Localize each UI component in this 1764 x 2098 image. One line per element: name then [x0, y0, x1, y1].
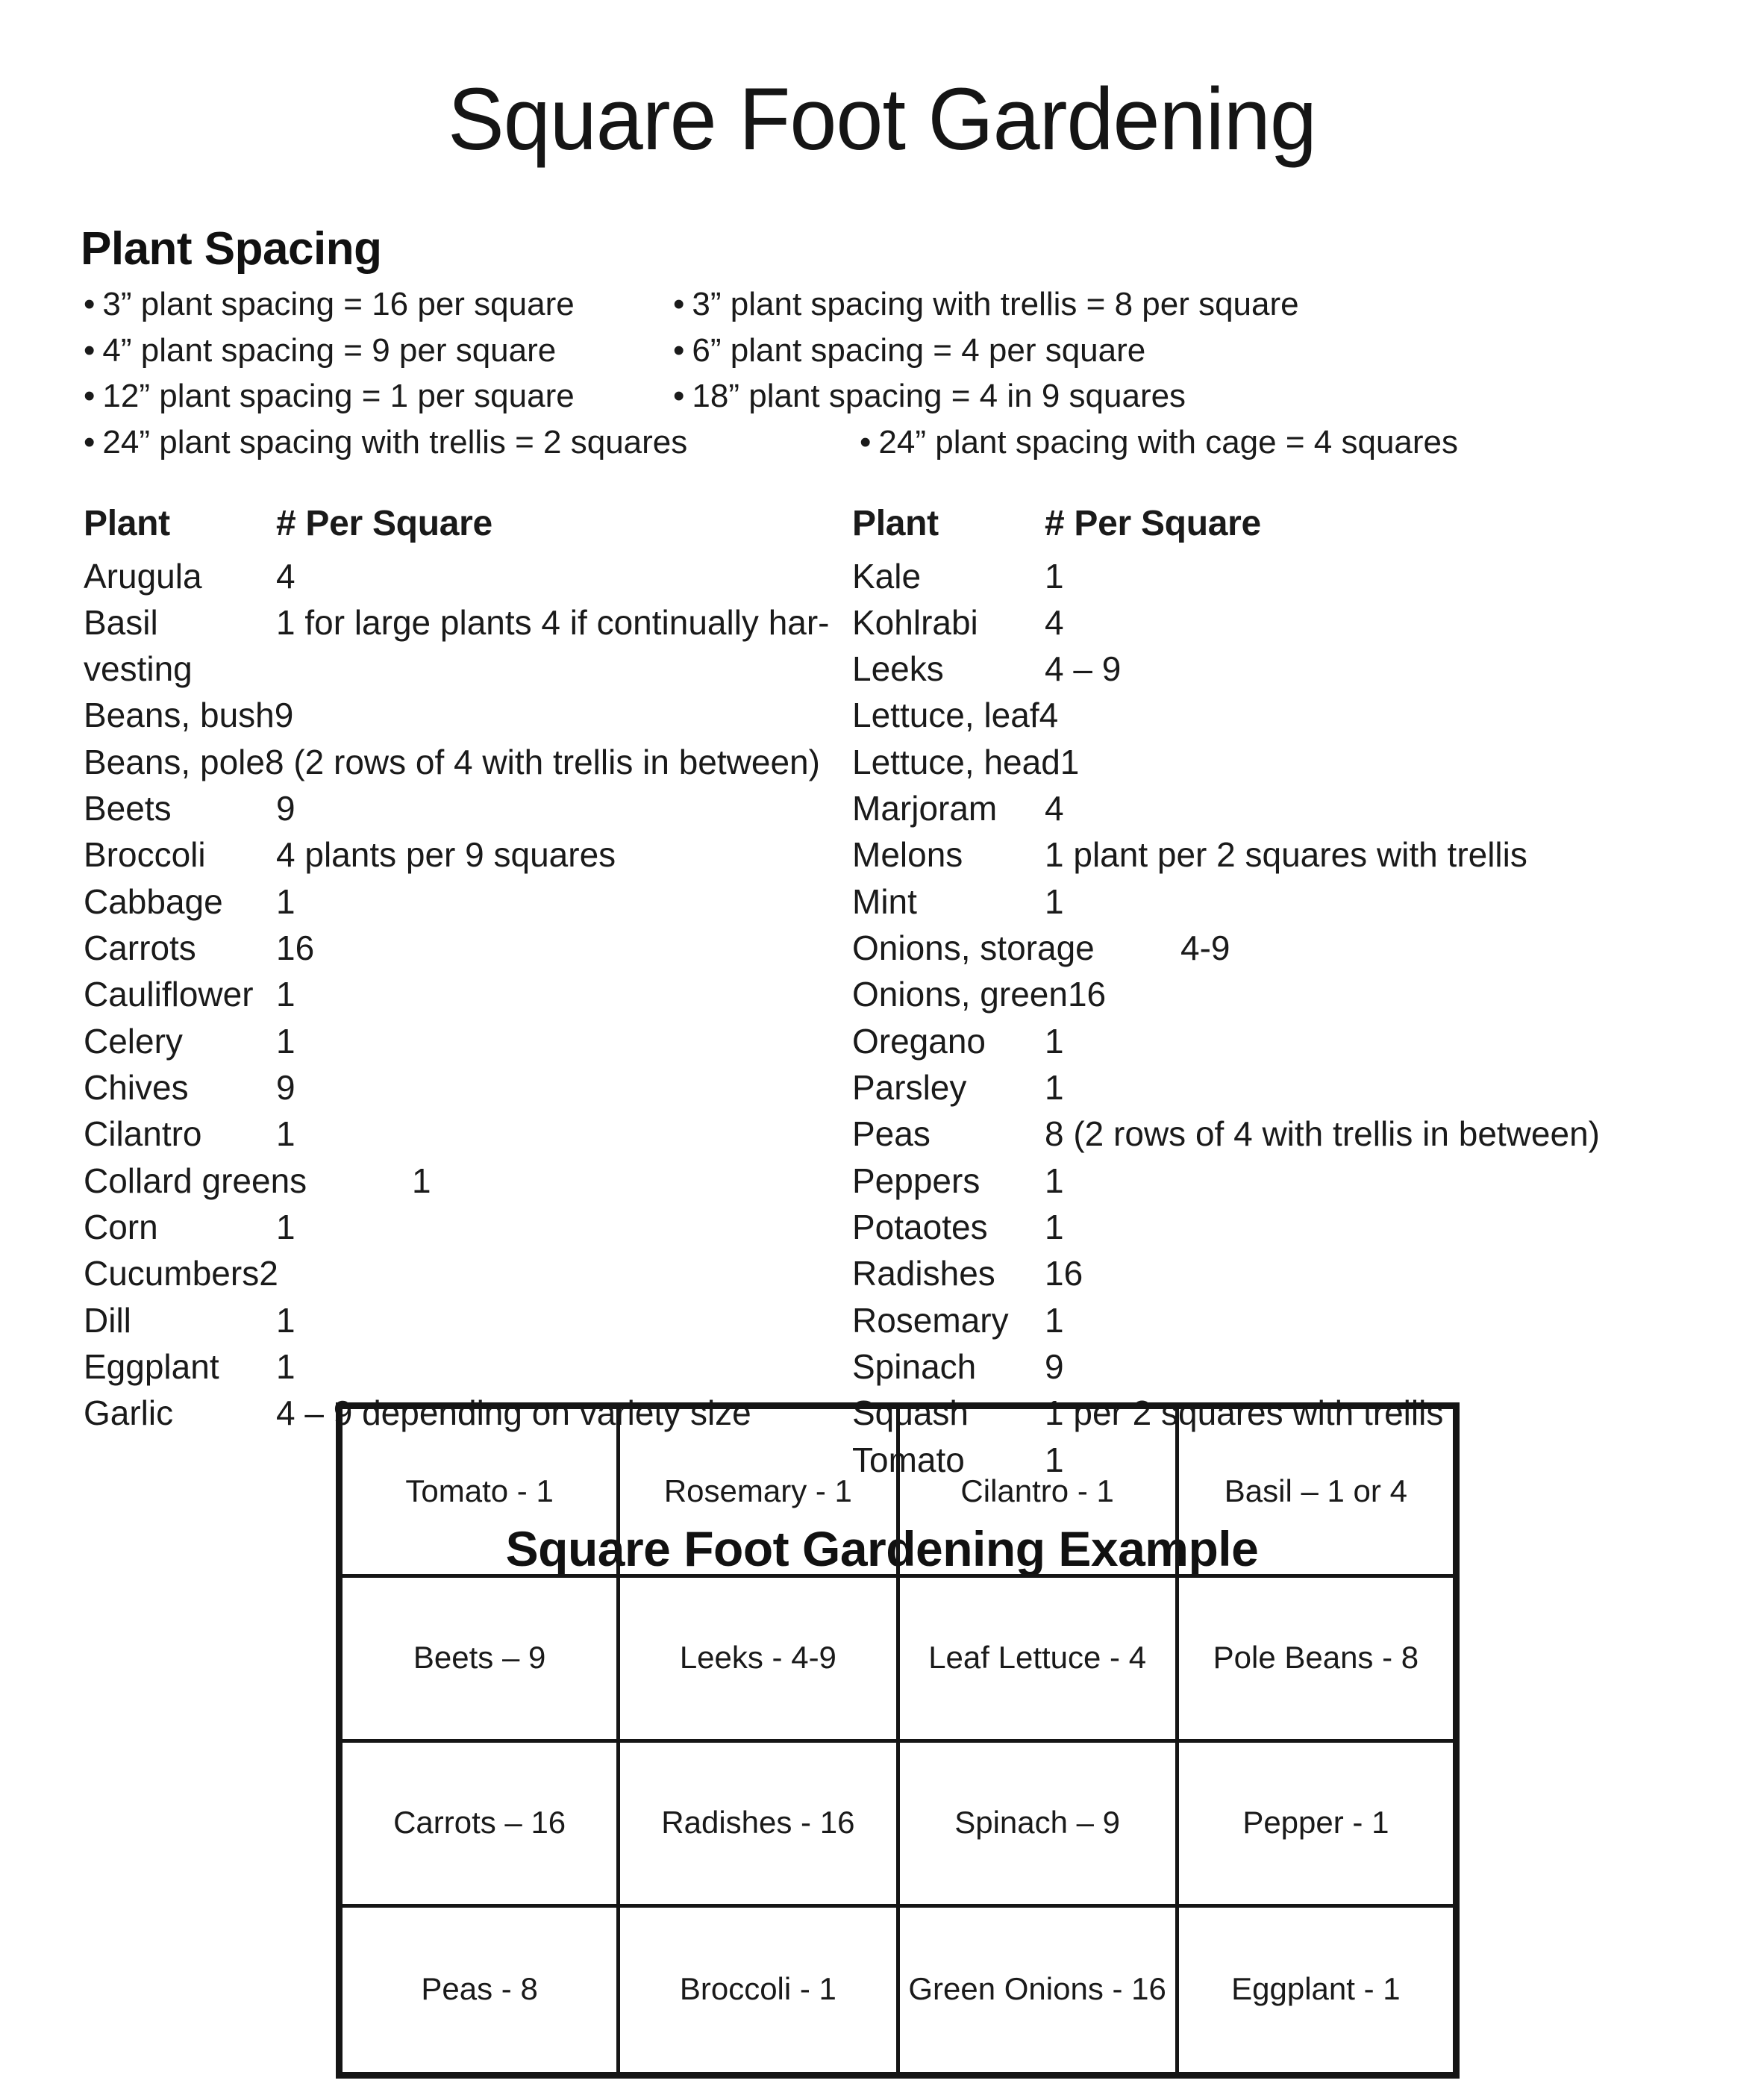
grid-row [340, 1576, 1457, 1740]
plant-tables [84, 499, 1764, 1483]
plant-per-square: 9 [276, 1068, 295, 1108]
plant-per-square: 4 – 9 depending on variety size [276, 1393, 751, 1433]
column-header-per-square: # Per Square [276, 504, 492, 544]
spacing-row [84, 281, 1719, 328]
plant-per-square: 1 [1060, 742, 1080, 781]
plant-per-square: 8 (2 rows of 4 with trellis in between) [264, 742, 820, 781]
column-header-plant: Plant [84, 504, 170, 544]
plant-per-square: 4 [276, 556, 295, 596]
plant-per-square: 9 [274, 696, 294, 735]
table-row [852, 831, 1748, 878]
table-row [84, 692, 852, 738]
bullet-icon: • [673, 331, 685, 369]
plant-table-left [84, 499, 852, 1483]
grid-cell: Leeks - 4-9 [619, 1576, 898, 1740]
table-row [84, 971, 852, 1017]
spacing-item-text: 24” plant spacing with cage = 4 squares [878, 423, 1459, 461]
table-row [852, 646, 1748, 692]
plant-per-square: 1 [276, 1347, 295, 1387]
plant-name: Eggplant [84, 1347, 219, 1387]
plant-per-square: 1 [1045, 1161, 1064, 1200]
plant-name: Beans, pole [84, 742, 265, 781]
plant-name: Carrots [84, 928, 196, 968]
spacing-item-text: 3” plant spacing = 16 per square [102, 286, 575, 323]
plant-name: Parsley [852, 1068, 967, 1108]
plant-name: Peas [852, 1114, 931, 1154]
plant-per-square: 1 [1045, 556, 1064, 596]
table-row [84, 599, 852, 646]
plant-per-square: 9 [276, 789, 295, 828]
table-row [84, 1204, 852, 1250]
spacing-item-text: 18” plant spacing = 4 in 9 squares [692, 378, 1186, 415]
grid-cell: Pole Beans - 8 [1177, 1576, 1456, 1740]
plant-name: Chives [84, 1068, 189, 1108]
spacing-item [673, 373, 1186, 419]
spacing-item [673, 328, 1145, 374]
table-row [84, 1111, 852, 1157]
spacing-item-text: 24” plant spacing with trellis = 2 squares [102, 423, 688, 461]
plant-name: Basil [84, 602, 158, 642]
bullet-icon: • [860, 423, 872, 461]
grid-cell: Spinach – 9 [898, 1740, 1177, 1905]
table-row [852, 739, 1748, 785]
bullet-icon: • [84, 331, 96, 369]
plant-per-square: 4 plants per 9 squares [276, 835, 616, 875]
plant-per-square: 1 [276, 975, 295, 1014]
plant-name: Marjoram [852, 789, 998, 828]
spacing-item [860, 419, 1458, 466]
spacing-item [673, 281, 1299, 328]
table-row [852, 599, 1748, 646]
plant-per-square: 4 [1039, 696, 1059, 735]
table-row [84, 553, 852, 599]
grid-cell: Cilantro - 1 [898, 1406, 1177, 1576]
spacing-item-text: 4” plant spacing = 9 per square [102, 331, 557, 369]
grid-cell: Leaf Lettuce - 4 [898, 1576, 1177, 1740]
table-row [852, 971, 1748, 1017]
plant-name: Spinach [852, 1347, 977, 1387]
bullet-icon: • [673, 378, 685, 415]
spacing-row [84, 328, 1719, 374]
table-row [852, 1297, 1748, 1343]
table-row [852, 878, 1748, 925]
example-heading: Square Foot Gardening Example [505, 1521, 1259, 1577]
table-row [84, 785, 852, 831]
plant-per-square: 1 plant per 2 squares with trellis [1045, 835, 1527, 875]
plant-name: Squash [852, 1393, 969, 1433]
plant-name: Cilantro [84, 1114, 202, 1154]
plant-name: Tomato [852, 1440, 965, 1479]
spacing-item [84, 373, 673, 419]
grid-row [340, 1905, 1457, 2076]
table-row [852, 1343, 1748, 1390]
square-foot-grid [336, 1402, 1460, 2079]
table-row [84, 739, 852, 785]
plant-name: Leeks [852, 649, 944, 689]
plant-per-square: 1 [1045, 1208, 1064, 1247]
bullet-icon: • [84, 423, 96, 461]
plant-per-square: 4-9 [1180, 928, 1230, 968]
plant-per-square: 4 – 9 [1045, 649, 1122, 689]
plant-per-square: 1 for large plants 4 if continually har- [276, 602, 830, 642]
plant-name: Oregano [852, 1021, 986, 1061]
plant-per-square: 1 [276, 1021, 295, 1061]
bullet-icon: • [84, 378, 96, 415]
plant-name: Lettuce, head [852, 742, 1060, 781]
table-row [852, 1111, 1748, 1157]
plant-name: Mint [852, 881, 917, 921]
plant-name: Broccoli [84, 835, 206, 875]
plant-name: Radishes [852, 1254, 995, 1293]
plant-per-square: 1 [1045, 1068, 1064, 1108]
column-header-plant: Plant [852, 504, 939, 544]
table-row [84, 1064, 852, 1111]
plant-name: Rosemary [852, 1300, 1009, 1340]
grid-cell: Peas - 8 [340, 1905, 619, 2076]
plant-name: Onions, storage [852, 928, 1095, 968]
table-row [852, 925, 1748, 971]
plant-name: Lettuce, leaf [852, 696, 1039, 735]
plant-spacing-heading: Plant Spacing [81, 223, 382, 275]
plant-per-square: 1 [276, 1300, 295, 1340]
table-row [84, 1250, 852, 1296]
plant-per-square: 16 [276, 928, 315, 968]
plant-per-square: 1 [1045, 1021, 1064, 1061]
table-row [852, 692, 1748, 738]
table-row [852, 553, 1748, 599]
spacing-row [84, 419, 1719, 466]
plant-name: Collard greens [84, 1161, 307, 1200]
plant-name: Cucumbers [84, 1254, 260, 1293]
spacing-item-text: 6” plant spacing = 4 per square [692, 331, 1146, 369]
table-row-continuation [84, 646, 852, 692]
plant-name: Corn [84, 1208, 158, 1247]
table-row [84, 1343, 852, 1390]
plant-per-square-continued: vesting [84, 649, 193, 689]
plant-name: Beets [84, 789, 172, 828]
table-row [852, 1064, 1748, 1111]
grid-cell: Broccoli - 1 [619, 1905, 898, 2076]
grid-cell: Beets – 9 [340, 1576, 619, 1740]
plant-name: Arugula [84, 556, 202, 596]
table-row [852, 1250, 1748, 1296]
spacing-row [84, 373, 1719, 419]
table-row [84, 1018, 852, 1064]
plant-per-square: 1 [276, 1114, 295, 1154]
bullet-icon: • [673, 286, 685, 323]
table-row [84, 831, 852, 878]
plant-per-square: 8 (2 rows of 4 with trellis in between) [1045, 1114, 1600, 1154]
spacing-item-text: 12” plant spacing = 1 per square [102, 378, 575, 415]
example-grid-wrapper [336, 1402, 1460, 2079]
page-title: Square Foot Gardening [448, 70, 1316, 169]
table-row [84, 878, 852, 925]
plant-name: Peppers [852, 1161, 980, 1200]
grid-cell: Tomato - 1 [340, 1406, 619, 1576]
plant-name: Melons [852, 835, 963, 875]
plant-per-square: 4 [1045, 789, 1064, 828]
plant-per-square: 16 [1045, 1254, 1083, 1293]
plant-spacing-list [84, 281, 1719, 465]
plant-per-square: 2 [259, 1254, 278, 1293]
plant-table-right [852, 499, 1748, 1483]
spacing-item [84, 281, 673, 328]
plant-name: Kale [852, 556, 922, 596]
plant-name: Potaotes [852, 1208, 988, 1247]
grid-cell: Eggplant - 1 [1177, 1905, 1456, 2076]
table-row [84, 1158, 852, 1204]
grid-cell: Pepper - 1 [1177, 1740, 1456, 1905]
table-header-row [84, 499, 852, 548]
plant-name: Beans, bush [84, 696, 275, 735]
plant-per-square: 1 per 2 squares with trellis [1045, 1393, 1444, 1433]
plant-per-square: 1 [1045, 1440, 1064, 1479]
plant-per-square: 9 [1045, 1347, 1064, 1387]
table-row [852, 1158, 1748, 1204]
plant-name: Dill [84, 1300, 131, 1340]
column-header-per-square: # Per Square [1045, 504, 1261, 544]
spacing-item-text: 3” plant spacing with trellis = 8 per square [692, 286, 1299, 323]
table-row [84, 1297, 852, 1343]
plant-name: Cauliflower [84, 975, 254, 1014]
table-row [852, 1204, 1748, 1250]
plant-per-square: 4 [1045, 602, 1064, 642]
plant-per-square: 1 [276, 881, 295, 921]
plant-name: Cabbage [84, 881, 223, 921]
table-row [852, 1018, 1748, 1064]
plant-per-square: 1 [412, 1161, 431, 1200]
plant-name: Kohlrabi [852, 602, 978, 642]
grid-cell: Radishes - 16 [619, 1740, 898, 1905]
plant-name: Garlic [84, 1393, 174, 1433]
plant-per-square: 1 [276, 1208, 295, 1247]
spacing-item [84, 419, 860, 466]
table-header-row [852, 499, 1748, 548]
plant-name: Celery [84, 1021, 183, 1061]
grid-cell: Basil – 1 or 4 [1177, 1406, 1456, 1576]
grid-cell: Rosemary - 1 [619, 1406, 898, 1576]
table-row [84, 925, 852, 971]
grid-cell: Green Onions - 16 [898, 1905, 1177, 2076]
table-row [852, 785, 1748, 831]
plant-per-square: 1 [1045, 881, 1064, 921]
bullet-icon: • [84, 286, 96, 323]
spacing-item [84, 328, 673, 374]
plant-per-square: 1 [1045, 1300, 1064, 1340]
grid-row [340, 1406, 1457, 1576]
grid-cell: Carrots – 16 [340, 1740, 619, 1905]
document-page [0, 59, 1764, 2098]
grid-row [340, 1740, 1457, 1905]
plant-per-square: 16 [1067, 975, 1107, 1014]
plant-name: Onions, green [852, 975, 1068, 1014]
